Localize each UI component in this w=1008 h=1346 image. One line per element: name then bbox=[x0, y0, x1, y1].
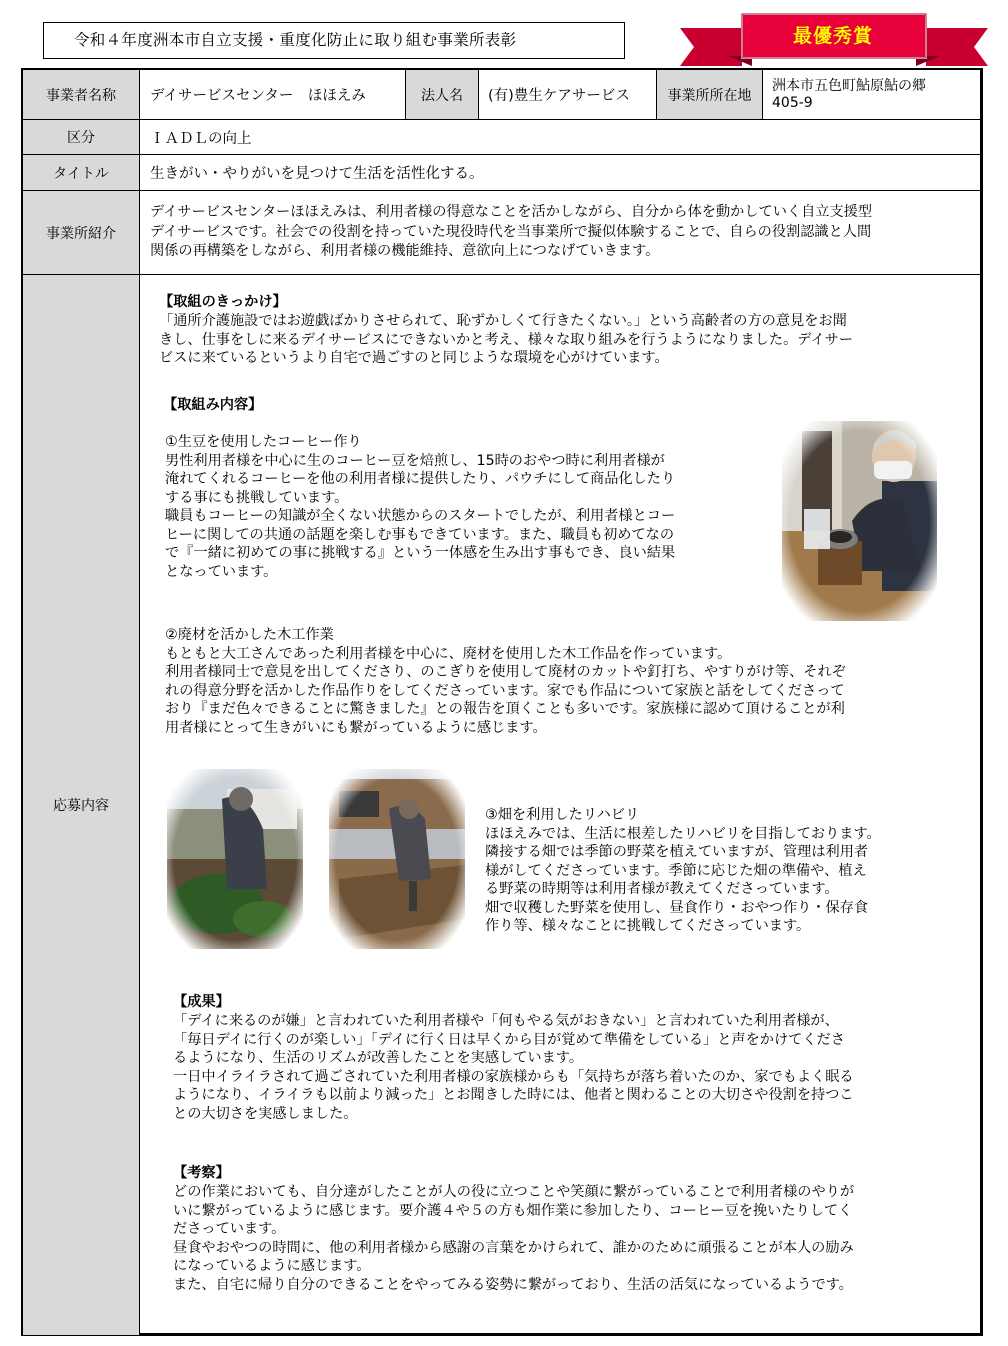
wood-line: ②廃材を活かした木工作業 bbox=[165, 627, 334, 643]
reflection-line: また、自宅に帰り自分のできることをやってみる姿勢に繋がっており、生活の活気になっているようです。 bbox=[173, 1276, 853, 1293]
result-line: との大切さを実感しました。 bbox=[173, 1105, 358, 1122]
label-corp-name: 法人名 bbox=[406, 70, 479, 119]
reflection-line: どの作業においても、自分達がしたことが人の役に立つことや笑顔に繋がっていることで利用者様のやりが bbox=[173, 1184, 855, 1200]
wood-line: 用者様にとって生きがいにも繋がっているように感じます。 bbox=[165, 719, 547, 736]
trigger-heading: 【取組のきっかけ】 bbox=[159, 294, 287, 310]
wood-line: れの得意分野を活かした作品作りをしてくださっています。家でも作品について家族と話をしてくださって bbox=[165, 682, 845, 699]
result-text bbox=[173, 1012, 854, 1123]
wood-line: 利用者様同士で意見を出してくださり、のこぎりを使用して廃材のカットや釘打ち、やすりがけ等、それぞ bbox=[165, 664, 846, 680]
field-line: 様がしてくださっています。季節に応じた畑の準備や、植え bbox=[485, 862, 867, 879]
field-line: 作り等、様々なことに挑戦してくださっています。 bbox=[485, 918, 811, 934]
reflection-text bbox=[173, 1183, 854, 1294]
corp-name-value: (有)豊生ケアサービス bbox=[479, 70, 657, 119]
reflection-line: 昼食やおやつの時間に、他の利用者様から感謝の言葉をかけられて、誰かのために頑張ることが本人の励み bbox=[173, 1239, 854, 1256]
coffee-line: 淹れてくれるコーヒーを他の利用者様に提供したり、パウチにして商品化したり bbox=[165, 471, 676, 487]
label-address: 事業所所在地 bbox=[657, 70, 763, 119]
reflection-line: いに繋がっているように感じます。要介護４や５の方も畑作業に参加したり、コーヒー豆を挽いたりしてく bbox=[173, 1202, 853, 1219]
result-line: 一日中イライラされて過ごされていた利用者様の家族様からも「気持ちが落ち着いたのか、家でもよく眠る bbox=[173, 1068, 854, 1085]
result-line: るようになり、生活のリズムが改善したことを実感しています。 bbox=[173, 1050, 584, 1066]
address-value bbox=[763, 70, 980, 119]
field-line: ③畑を利用したリハビリ bbox=[485, 807, 640, 823]
coffee-grinding-photo bbox=[782, 421, 937, 621]
result-line: 「デイに来るのが嫌」と言われていた利用者様や「何もやる気がおきない」と言われていた利用者様が、 bbox=[173, 1013, 839, 1029]
result-heading: 【成果】 bbox=[173, 994, 230, 1010]
label-entry: 応募内容 bbox=[23, 275, 140, 1335]
result-line: ようになり、イライラも以前より減った」とお聞きした時には、他者と関わることの大切さや役割を持つこ bbox=[173, 1087, 854, 1103]
row-office-info bbox=[23, 70, 980, 120]
field-line: ほほえみでは、生活に根差したリハビリを目指しております。 bbox=[485, 825, 881, 842]
wood-line: もともと大工さんであった利用者様を中心に、廃材を使用した木工作品を作っています。 bbox=[165, 645, 732, 662]
label-title: タイトル bbox=[23, 155, 140, 190]
result-line: 「毎日デイに行くのが楽しい」「デイに行く日は早くから目が覚めて準備をしている」と声をかけてくださ bbox=[173, 1031, 845, 1048]
reflection-line: になっているように感じます。 bbox=[173, 1258, 371, 1274]
coffee-line: となっています。 bbox=[165, 563, 278, 580]
field-work-photo-1 bbox=[167, 769, 303, 949]
coffee-line: 職員もコーヒーの知識が全くない状態からのスタートでしたが、利用者様とコー bbox=[165, 508, 676, 524]
photo-graphic bbox=[329, 769, 465, 949]
coffee-line: で『一緒に初めての事に挑戦する』という一体感を生み出す事もでき、良い結果 bbox=[165, 545, 676, 561]
reflection-heading: 【考察】 bbox=[173, 1165, 230, 1181]
intro-line: デイサービスです。社会での役割を持っていた現役時代を当事業所で擬似体験することで、自らの役割認識と人間 bbox=[150, 223, 872, 240]
photo-graphic bbox=[782, 421, 937, 621]
row-entry-content bbox=[23, 275, 980, 1335]
wood-section bbox=[165, 626, 846, 737]
intro-line: 関係の再構築をしながら、利用者様の機能維持、意欲向上につなげていきます。 bbox=[150, 243, 660, 260]
reflection-line: ださっています。 bbox=[173, 1221, 286, 1237]
coffee-section bbox=[165, 433, 675, 581]
label-category: 区分 bbox=[23, 120, 140, 154]
document-title: 令和４年度洲本市自立支援・重度化防止に取り組む事業所表彰 bbox=[43, 22, 625, 59]
award-label: 最優秀賞 bbox=[792, 25, 873, 47]
field-line: 畑で収穫した野菜を使用し、昼食作り・おやつ作り・保存食 bbox=[485, 899, 869, 916]
intro-text bbox=[141, 191, 980, 274]
label-office-name: 事業者名称 bbox=[23, 70, 140, 119]
trigger-text bbox=[159, 312, 853, 368]
field-section bbox=[485, 806, 881, 936]
coffee-line: する事にも挑戦しています。 bbox=[165, 489, 349, 506]
coffee-line: ①生豆を使用したコーヒー作り bbox=[165, 434, 362, 450]
coffee-line: 男性利用者様を中心に生のコーヒー豆を焙煎し、15時のおやつ時に利用者様が bbox=[165, 452, 665, 469]
address-line-1: 洲本市五色町鮎原鮎の郷 bbox=[772, 77, 926, 94]
row-intro bbox=[23, 191, 980, 275]
intro-line: デイサービスセンターほほえみは、利用者様の得意なことを活かしながら、自分から体を動かしていく自立支援型 bbox=[150, 204, 873, 221]
wood-line: おり『まだ色々できることに驚きました』との報告を頂くことも多いです。家族様に認めて頂けることが利 bbox=[165, 701, 845, 717]
title-value: 生きがい・やりがいを見つけて生活を活性化する。 bbox=[150, 166, 484, 182]
category-value: ＩＡＤＬの向上 bbox=[150, 130, 252, 147]
trigger-line: 「通所介護施設ではお遊戯ばかりさせられて、恥ずかしくて行きたくない。」という高齢者の方の意見をお聞 bbox=[159, 313, 847, 329]
field-line: る野菜の時期等は利用者様が教えてくださっています。 bbox=[485, 881, 839, 897]
entry-content bbox=[141, 275, 980, 1335]
field-line: 隣接する畑では季節の野菜を植えていますが、管理は利用者 bbox=[485, 844, 869, 860]
trigger-line: きし、仕事をしに来るデイサービスにできないかと考え、様々な取り組みを行うようになりました。デイサー bbox=[159, 331, 854, 348]
trigger-line: ビスに来ているというより自宅で過ごすのと同じような環境を心がけています。 bbox=[159, 350, 669, 366]
address-line-2: 405-9 bbox=[772, 94, 813, 111]
content-heading: 【取組み内容】 bbox=[163, 397, 263, 413]
row-category bbox=[23, 120, 980, 155]
label-intro: 事業所紹介 bbox=[23, 191, 140, 274]
award-document-table bbox=[21, 68, 983, 1336]
award-ribbon bbox=[680, 10, 988, 72]
office-name-value: デイサービスセンター ほほえみ bbox=[141, 70, 406, 119]
photo-graphic bbox=[167, 769, 303, 949]
coffee-line: ヒーに関しての共通の話題を楽しむ事もできています。また、職員も初めてなの bbox=[165, 526, 675, 543]
field-work-photo-2 bbox=[329, 769, 465, 949]
row-title bbox=[23, 155, 980, 191]
